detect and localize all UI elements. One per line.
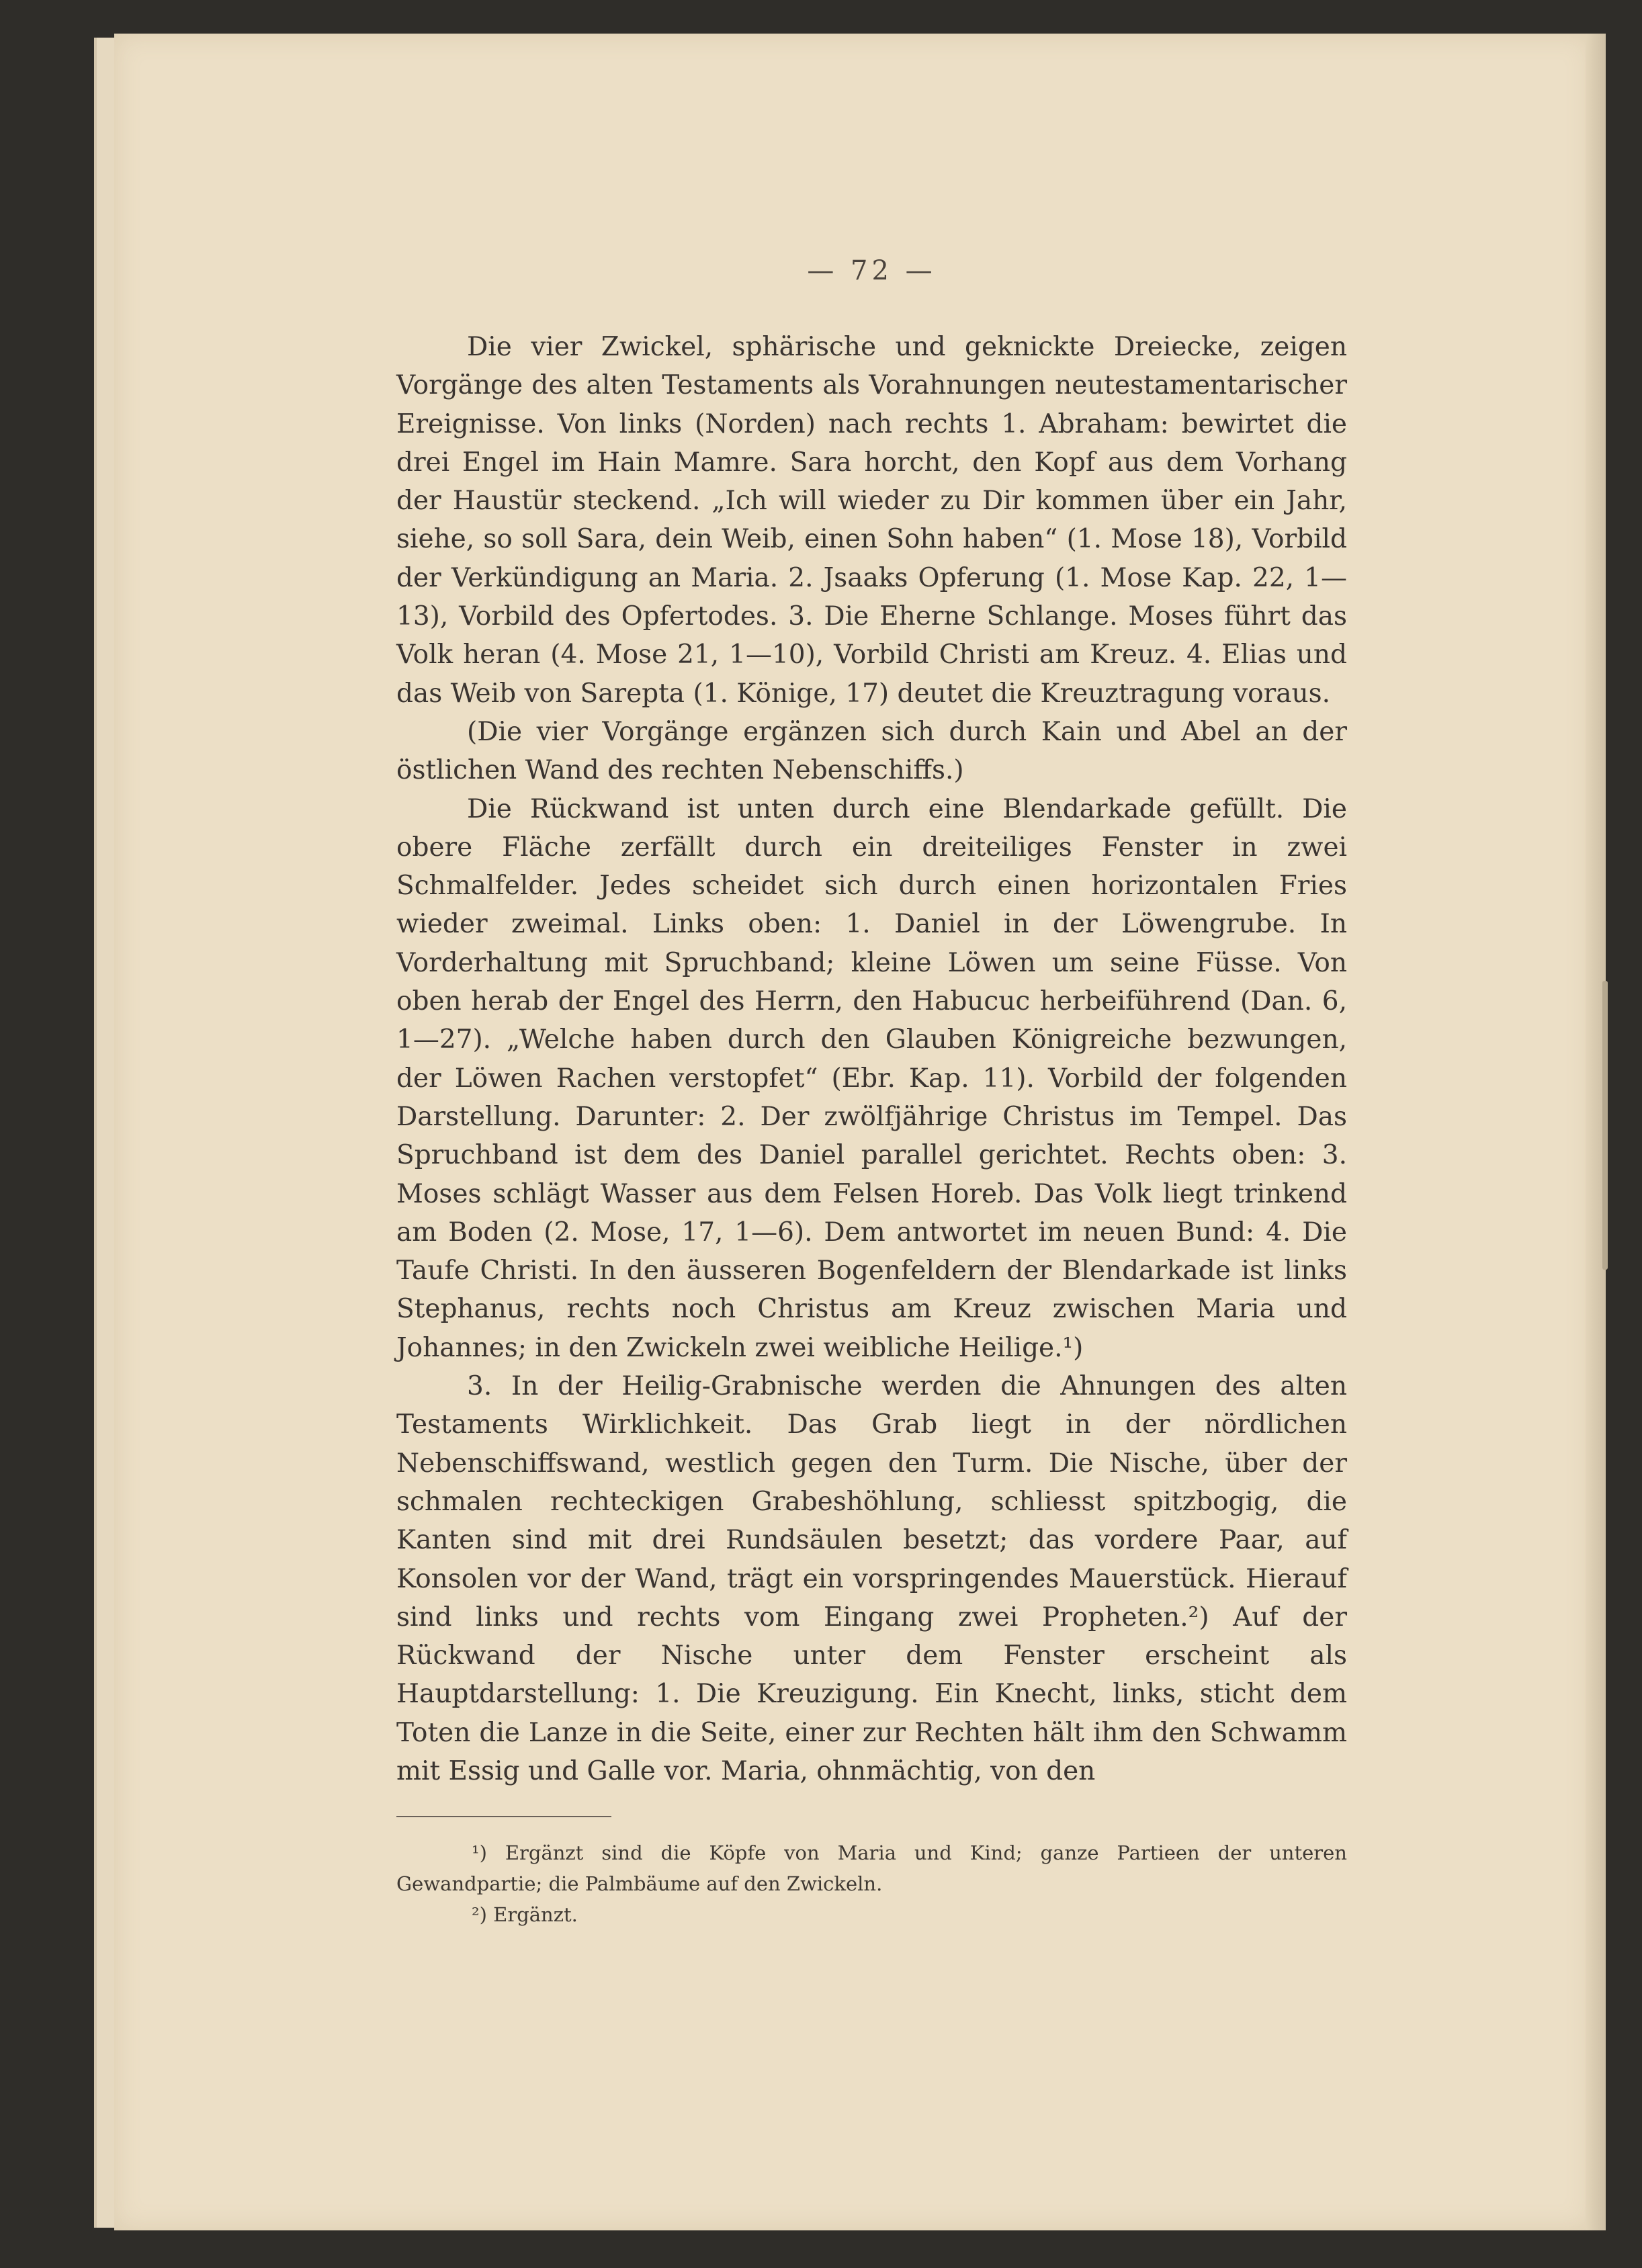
footnote-1: ¹) Ergänzt sind die Köpfe von Maria und Kind; ganze Partieen der unteren Gewandpartie; die Palmbäume auf den Zwickeln. [396, 1841, 1347, 1896]
footnote-2: ²) Ergänzt. [472, 1903, 578, 1927]
page-text-block [396, 255, 1347, 1930]
paragraph-rueckwand: Die Rückwand ist unten durch eine Blendarkade gefüllt. Die obere Fläche zerfällt durch ein dreiteiliges Fenster in zwei Schmalfelder. Jedes scheidet sich durch einen horizontalen Fries wieder zweimal. Links oben: 1. Daniel in der Löwengrube. In Vorderhaltung mit Spruchband; kleine Löwen um seine Füsse. Von oben herab der Engel des Herrn, den Habucuc herbeiführend (Dan. 6, 1—27). „Welche haben durch den Glauben Königreiche bezwungen, der Löwen Rachen verstopfet“ (Ebr. Kap. 11). Vorbild der folgenden Darstellung. Darunter: 2. Der zwölfjährige Christus im Tempel. Das Spruchband ist dem des Daniel parallel gerichtet. Rechts oben: 3. Moses schlägt Wasser aus dem Felsen Horeb. Das Volk liegt trinkend am Boden (2. Mose, 17, 1—6). Dem antwortet im neuen Bund: 4. Die Taufe Christi. In den äusseren Bogenfeldern der Blendarkade ist links Stephanus, rechts noch Christus am Kreuz zwischen Maria und Johannes; in den Zwickeln zwei weibliche Heilige.¹) [396, 793, 1347, 1363]
binding-mark [1602, 981, 1608, 1270]
paragraph-heilig-grabnische: 3. In der Heilig-Grabnische werden die Ahnungen des alten Testaments Wirklichkeit. Das Grab liegt in der nördlichen Nebenschiffswand, westlich gegen den Turm. Die Nische, über der schmalen rechteckigen Grabeshöhlung, schliesst spitzbogig, die Kanten sind mit drei Rundsäulen besetzt; das vordere Paar, auf Konsolen vor der Wand, trägt ein vorspringendes Mauerstück. Hierauf sind links und rechts vom Eingang zwei Propheten.²) Auf der Rückwand der Nische unter dem Fenster erscheint als Hauptdarstellung: 1. Die Kreuzigung. Ein Knecht, links, sticht dem Toten die Lanze in die Seite, einer zur Rechten hält ihm den Schwamm mit Essig und Galle vor. Maria, ohnmächtig, von den [396, 1371, 1347, 1786]
paragraph-kain-abel: (Die vier Vorgänge ergänzen sich durch Kain und Abel an der östlichen Wand des rechten Nebenschiffs.) [396, 716, 1347, 786]
page-number: — 72 — [807, 255, 937, 286]
footnote-divider [396, 1816, 611, 1817]
paragraph-zwickel: Die vier Zwickel, sphärische und geknickte Dreiecke, zeigen Vorgänge des alten Testaments als Vorahnungen neutestamentarischer Ereignisse. Von links (Norden) nach rechts 1. Abraham: bewirtet die drei Engel im Hain Mamre. Sara horcht, den Kopf aus dem Vorhang der Haustür steckend. „Ich will wieder zu Dir kommen über ein Jahr, siehe, so soll Sara, dein Weib, einen Sohn haben“ (1. Mose 18), Vorbild der Verkündigung an Maria. 2. Jsaaks Opferung (1. Mose Kap. 22, 1—13), Vorbild des Opfertodes. 3. Die Eherne Schlange. Moses führt das Volk heran (4. Mose 21, 1—10), Vorbild Christi am Kreuz. 4. Elias und das Weib von Sarepta (1. Könige, 17) deutet die Kreuztragung voraus. [396, 332, 1347, 709]
